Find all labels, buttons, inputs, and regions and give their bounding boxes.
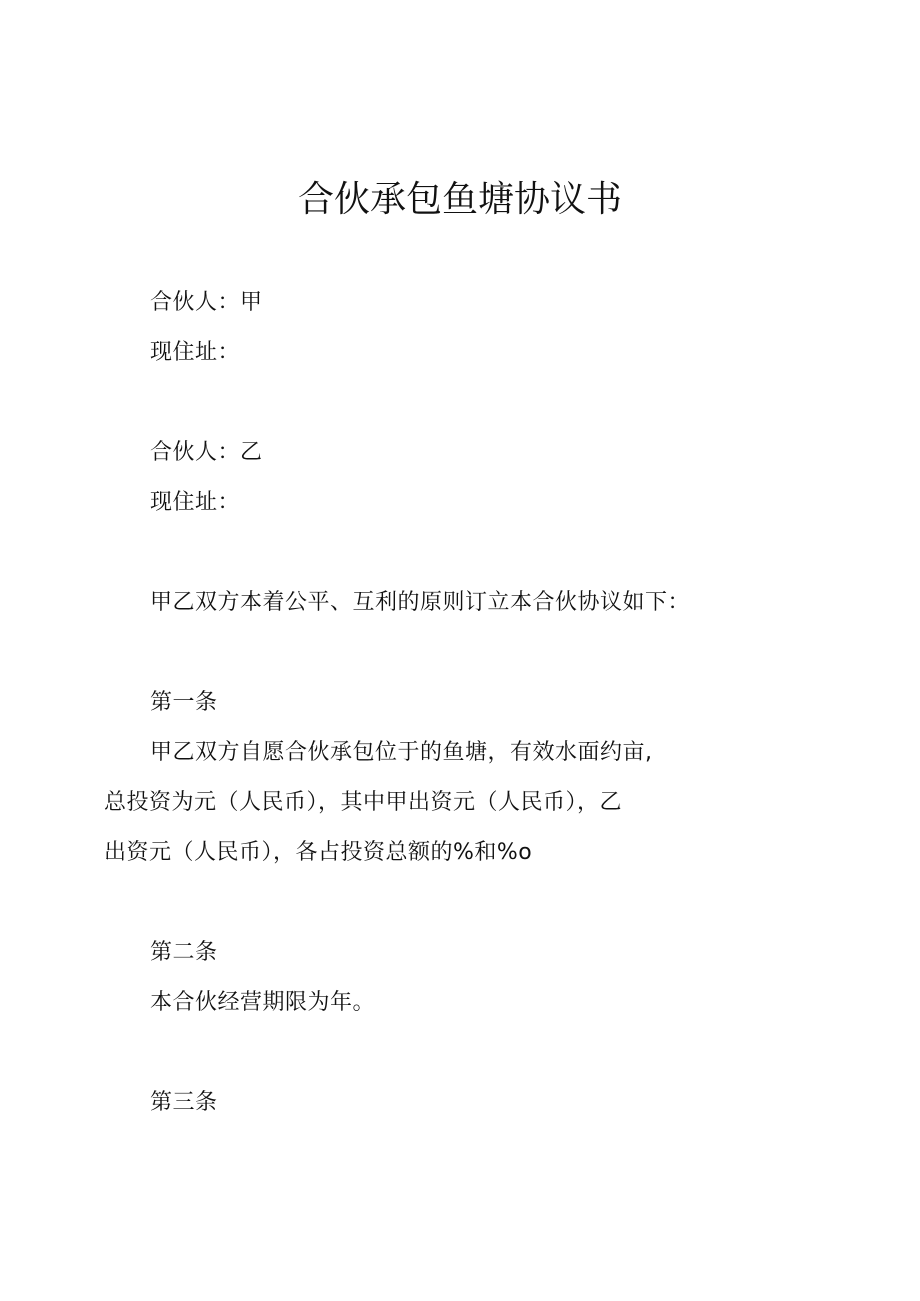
partner-b-address: 现住址： — [150, 490, 241, 515]
article-1-heading: 第一条 — [150, 690, 218, 715]
document-title: 合伙承包鱼塘协议书 — [297, 179, 622, 220]
article-1-line-1: 甲乙双方自愿合伙承包位于的鱼塘，有效水面约亩, — [150, 740, 653, 765]
intro-paragraph: 甲乙双方本着公平、互利的原则订立本合伙协议如下： — [150, 590, 691, 615]
article-3-heading: 第三条 — [150, 1090, 218, 1115]
partner-a-address: 现住址： — [150, 340, 241, 365]
partner-a-label: 合伙人：甲 — [150, 290, 263, 315]
article-2-line-1: 本合伙经营期限为年。 — [150, 990, 376, 1015]
article-1-line-2: 总投资为元（人民币），其中甲出资元（人民币），乙 — [104, 790, 623, 815]
article-1-line-3: 出资元（人民币），各占投资总额的%和%o — [104, 840, 533, 865]
article-2-heading: 第二条 — [150, 940, 218, 965]
partner-b-label: 合伙人：乙 — [150, 440, 263, 465]
